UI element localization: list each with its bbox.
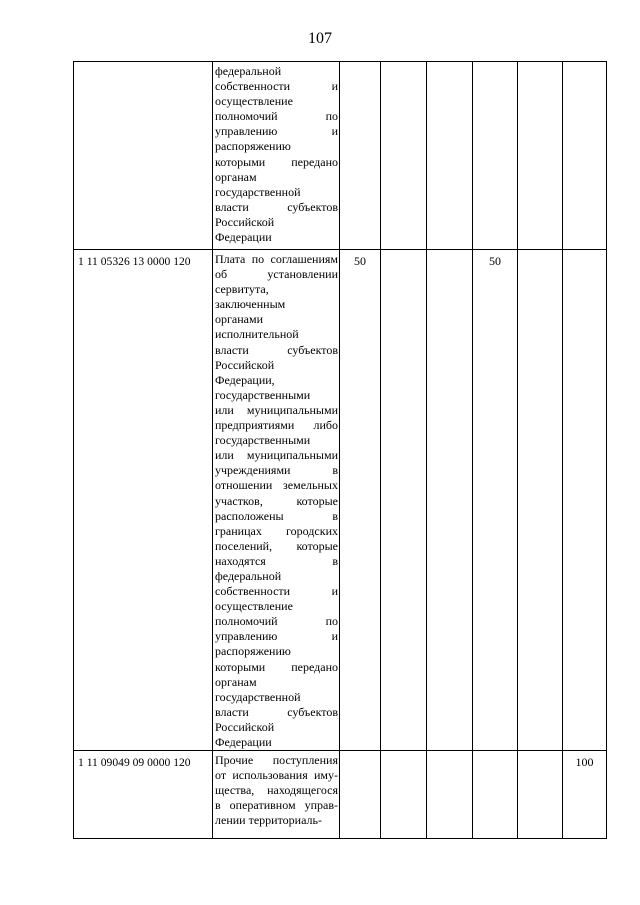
value-cell: [473, 751, 518, 839]
page-number: 107: [308, 30, 332, 47]
description-line: власти субъектов: [215, 199, 338, 214]
value-cell: 100: [563, 751, 607, 839]
value-cell: [340, 62, 381, 250]
description-line: управлению и: [215, 629, 338, 644]
value-cell: [340, 751, 381, 839]
description-line: предприятиями либо: [215, 418, 338, 433]
description-line: управлению и: [215, 124, 338, 139]
description-line: которыми передано: [215, 659, 338, 674]
value-cell: [518, 250, 563, 751]
value-cell: [427, 250, 473, 751]
value-cell: [518, 751, 563, 839]
description-line: сервитута,: [215, 282, 269, 297]
description-line: расположены в: [215, 508, 338, 523]
description-line: собственности и: [215, 584, 338, 599]
description-line: исполнительной: [215, 327, 299, 342]
description-line: Федерации,: [215, 372, 275, 387]
description-line: Федерации: [215, 735, 272, 749]
value-cell: [473, 62, 518, 250]
value-cell: [427, 751, 473, 839]
description-line: или муниципальными: [215, 402, 338, 417]
description-line: государственными: [215, 433, 311, 448]
value-cell: [427, 62, 473, 250]
description-line: границах городских: [215, 523, 338, 538]
value-cell: [381, 250, 427, 751]
description-line: органами: [215, 312, 264, 327]
revenue-code-cell: 1 11 05326 13 0000 120: [74, 250, 213, 751]
description-line: от использования иму-: [215, 768, 338, 783]
revenue-description-cell: [213, 62, 340, 250]
description-line: распоряжению: [215, 644, 291, 659]
description-line: заключенным: [215, 297, 286, 312]
description-line: участков, которые: [215, 493, 338, 508]
description-line: федеральной: [215, 64, 282, 78]
description-line: Прочие поступления: [215, 753, 338, 768]
description-line: государственной: [215, 689, 301, 704]
description-line: поселений, которые: [215, 538, 338, 553]
description-line: Плата по соглашениям: [215, 252, 338, 266]
revenue-description-cell: [213, 250, 340, 751]
value-cell: [381, 62, 427, 250]
table-row: [74, 250, 607, 751]
revenue-code-cell: 1 11 09049 09 0000 120: [74, 751, 213, 839]
description-line: органам: [215, 674, 257, 689]
revenue-description-cell: [213, 751, 340, 839]
description-line: Российской: [215, 719, 275, 734]
description-line: об установлении: [215, 267, 338, 282]
description-line: в оперативном управ-: [215, 798, 338, 813]
description-line: федеральной: [215, 568, 282, 583]
value-cell: [518, 62, 563, 250]
description-line: Российской: [215, 357, 275, 372]
table-row: [74, 751, 607, 839]
value-cell: 50: [473, 250, 518, 751]
value-cell: [563, 250, 607, 751]
description-line: власти субъектов: [215, 342, 338, 357]
description-line: собственности и: [215, 79, 338, 94]
description-line: Федерации: [215, 230, 272, 245]
description-line: находятся в: [215, 553, 338, 568]
description-line: полномочий по: [215, 614, 338, 629]
description-line: щества, находящегося: [215, 783, 338, 798]
description-line: или муниципальными: [215, 448, 338, 463]
value-cell: [381, 751, 427, 839]
description-line: которыми передано: [215, 154, 338, 169]
value-cell: [563, 62, 607, 250]
description-line: учреждениями в: [215, 463, 338, 478]
revenue-code-cell: [74, 62, 213, 250]
value-cell: 50: [340, 250, 381, 751]
description-line: осуществление: [215, 599, 293, 614]
description-line: полномочий по: [215, 109, 338, 124]
description-line: государственной: [215, 184, 301, 199]
description-line: Российской: [215, 214, 275, 229]
description-line: государственными: [215, 387, 311, 402]
description-line: лении территориаль-: [215, 813, 322, 828]
description-line: органам: [215, 169, 257, 184]
description-line: отношении земельных: [215, 478, 338, 493]
description-line: власти субъектов: [215, 704, 338, 719]
description-line: распоряжению: [215, 139, 291, 154]
table-row: [74, 62, 607, 250]
description-line: осуществление: [215, 94, 293, 109]
budget-revenue-table: [73, 61, 607, 839]
